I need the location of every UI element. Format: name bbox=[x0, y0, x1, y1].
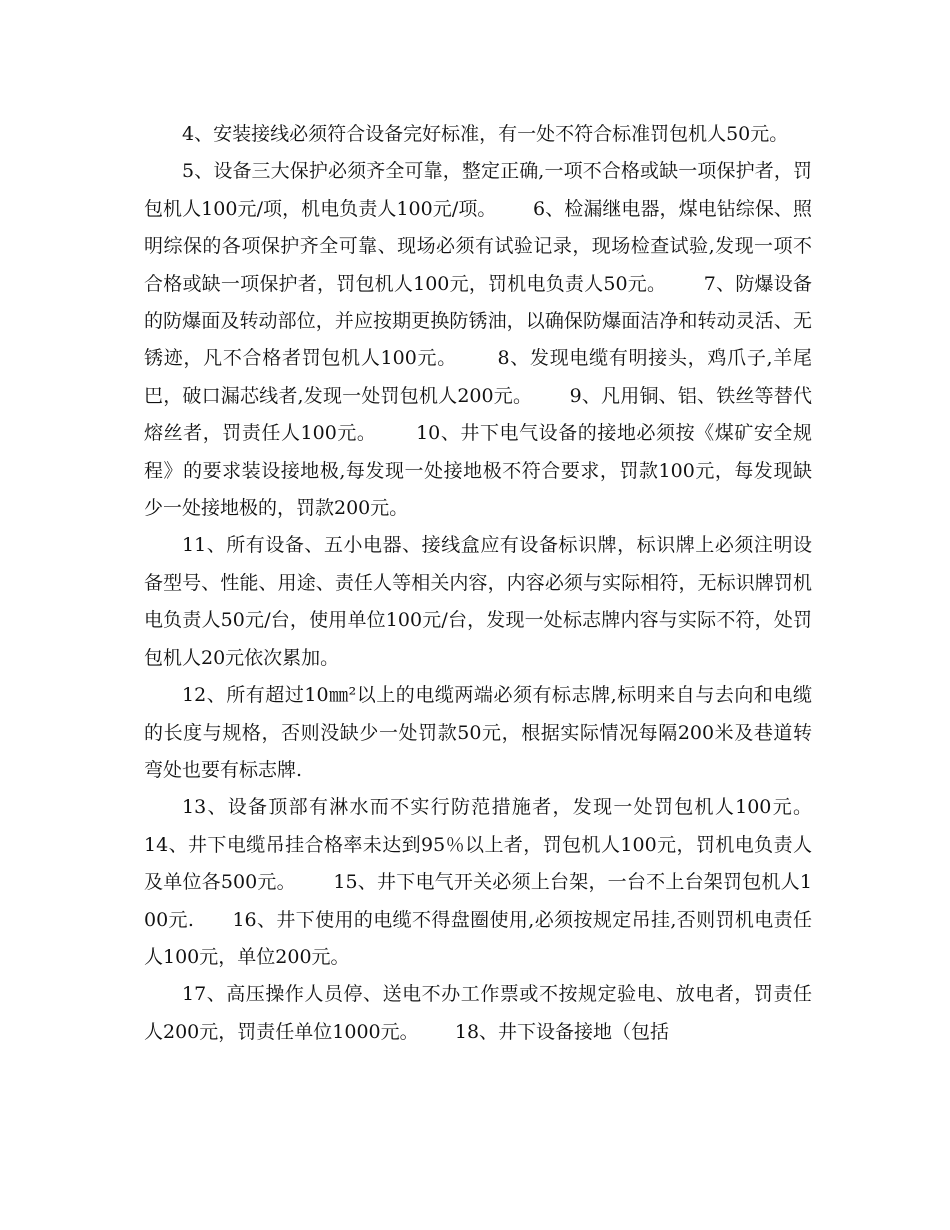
paragraph-items-17-18: 17、高压操作人员停、送电不办工作票或不按规定验电、放电者，罚责任人200元，罚责任单位1000元。 18、井下设备接地（包括 bbox=[144, 983, 812, 1043]
paragraph-item-4: 4、安装接线必须符合设备完好标准，有一处不符合标准罚包机人50元。 bbox=[182, 123, 789, 145]
paragraph-items-13-16: 13、设备顶部有淋水而不实行防范措施者，发现一处罚包机人100元。 14、井下电缆吊挂合格率未达到95％以上者，罚包机人100元，罚机电负责人及单位各500元。 15、井下电气开关必须上台架，一台不上台架罚包机人100元. 16、井下使用的电缆不得盘圈使用,必须按规定吊挂,否则罚机电责任人100元，单位200元。 bbox=[144, 796, 849, 968]
document-body bbox=[144, 116, 849, 1051]
paragraph-items-5-10: 5、设备三大保护必须齐全可靠，整定正确,一项不合格或缺一项保护者，罚包机人100元/项，机电负责人100元/项。 6、检漏继电器，煤电钻综保、照明综保的各项保护齐全可靠、现场必须有试验记录，现场检查试验,发现一项不合格或缺一项保护者，罚包机人100元，罚机电负责人50元。 7、防爆设备的防爆面及转动部位，并应按期更换防锈油，以确保防爆面洁净和转动灵活、无锈迹，凡不合格者罚包机人100元。 8、发现电缆有明接头，鸡爪子,羊尾巴，破口漏芯线者,发现一处罚包机人200元。 9、凡用铜、铝、铁丝等替代熔丝者，罚责任人100元。 10、井下电气设备的接地必须按《煤矿安全规程》的要求装设接地极,每发现一处接地极不符合要求，罚款100元，每发现缺少一处接地极的，罚款200元。 bbox=[144, 160, 812, 520]
paragraph-item-12: 12、所有超过10㎜²以上的电缆两端必须有标志牌,标明来自与去向和电缆的长度与规格，否则没缺少一处罚款50元，根据实际情况每隔200米及巷道转弯处也要有标志牌. bbox=[144, 684, 812, 781]
paragraph-item-11: 11、所有设备、五小电器、接线盒应有设备标识牌，标识牌上必须注明设备型号、性能、用途、责任人等相关内容，内容必须与实际相符，无标识牌罚机电负责人50元/台，使用单位100元/台，发现一处标志牌内容与实际不符，处罚包机人20元依次累加。 bbox=[144, 534, 812, 669]
